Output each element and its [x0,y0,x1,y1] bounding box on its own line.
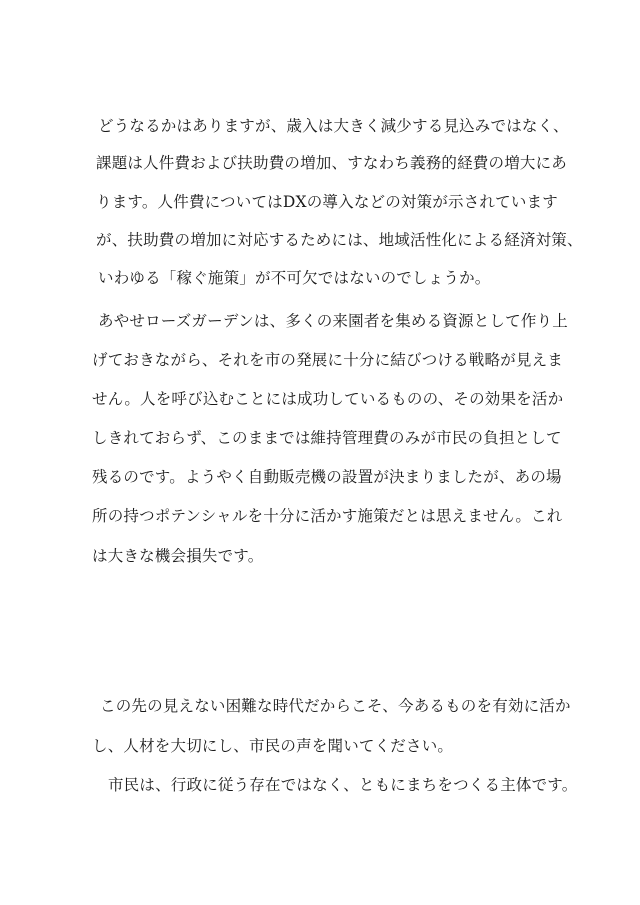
text-line: あやせローズガーデンは、多くの来園者を集める資源として作り上 [98,312,568,330]
text-line: が、扶助費の増加に対応するためには、地域活性化による経済対策、 [96,231,583,249]
text-line: 市民は、行政に従う存在ではなく、ともにまちをつくる主体です。 [108,776,578,794]
text-line: しきれておらず、このままでは維持管理費のみが市民の負担として [92,429,562,447]
text-line: せん。人を呼び込むことには成功しているものの、その効果を活か [92,390,564,408]
text-line: し、人材を大切にし、市民の声を聞いてください。 [92,737,454,755]
text-line: げておきながら、それを市の発展に十分に結びつける戦略が見えま [92,351,564,369]
text-line: どうなるかはありますが、歳入は大きく減少する見込みではなく、 [98,117,569,135]
text-line: 課題は人件費および扶助費の増加、すなわち義務的経費の増大にあ [96,154,568,172]
text-line: 所の持つポテンシャルを十分に活かす施策だとは思えません。これ [92,507,563,525]
text-line: いわゆる「稼ぐ施策」が不可欠ではないのでしょうか。 [98,269,491,287]
text-line: 残るのです。ようやく自動販売機の設置が決まりましたが、あの場 [92,468,562,486]
text-line: この先の見えない困難な時代だからこそ、今あるものを有効に活か [100,697,571,715]
text-line: は大きな機会損失です。 [92,547,264,565]
text-line: ります。人件費についてはDXの導入などの対策が示されています [96,193,558,211]
